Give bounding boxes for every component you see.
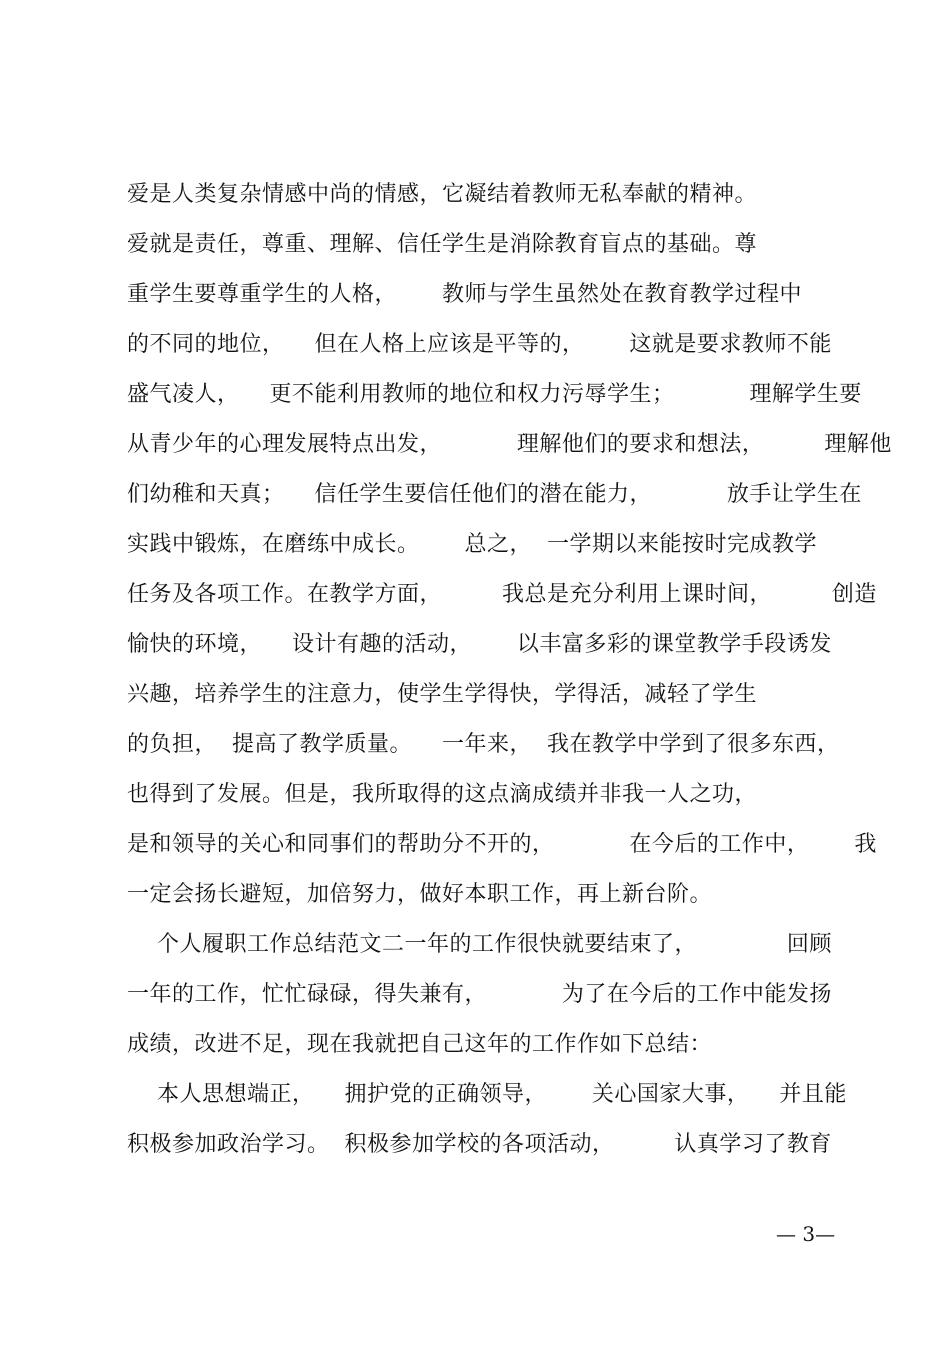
text-line: 个人履职工作总结范文二一年的工作很快就要结束了， 回顾 <box>127 932 832 957</box>
text-line: 的负担， 提高了教学质量。 一年来， 我在教学中学到了很多东西， <box>127 732 840 757</box>
text-line: 也得到了发展。但是，我所取得的这点滴成绩并非我一人之功， <box>127 782 758 807</box>
text-line: 任务及各项工作。在教学方面， 我总是充分利用上课时间， 创造 <box>127 582 877 607</box>
text-line: 愉快的环境， 设计有趣的活动， 以丰富多彩的课堂教学手段诱发 <box>127 632 832 657</box>
text-line: 本人思想端正， 拥护党的正确领导， 关心国家大事， 并且能 <box>127 1082 847 1107</box>
text-line: 积极参加政治学习。 积极参加学校的各项活动， 认真学习了教育 <box>127 1132 832 1157</box>
text-line: 兴趣，培养学生的注意力，使学生学得快，学得活，减轻了学生 <box>127 682 758 707</box>
text-line: 从青少年的心理发展特点出发， 理解他们的要求和想法， 理解他 <box>127 432 892 457</box>
page-number: — 3— <box>776 1222 836 1246</box>
text-line: 一定会扬长避短，加倍努力，做好本职工作，再上新台阶。 <box>127 882 713 907</box>
text-line: 一年的工作，忙忙碌碌，得失兼有， 为了在今后的工作中能发扬 <box>127 982 832 1007</box>
text-line: 盛气凌人， 更不能利用教师的地位和权力污辱学生； 理解学生要 <box>127 382 862 407</box>
text-line: 重学生要尊重学生的人格， 教师与学生虽然处在教育教学过程中 <box>127 282 802 307</box>
text-line: 爱是人类复杂情感中尚的情感，它凝结着教师无私奉献的精神。 <box>127 182 758 207</box>
text-line: 实践中锻炼，在磨练中成长。 总之， 一学期以来能按时完成教学 <box>127 532 817 557</box>
text-line: 成绩，改进不足，现在我就把自己这年的工作作如下总结： <box>127 1032 713 1057</box>
text-line: 爱就是责任，尊重、理解、信任学生是消除教育盲点的基础。尊 <box>127 232 758 257</box>
text-line: 们幼稚和天真； 信任学生要信任他们的潜在能力， 放手让学生在 <box>127 482 862 507</box>
text-line: 的不同的地位， 但在人格上应该是平等的， 这就是要求教师不能 <box>127 332 832 357</box>
text-line: 是和领导的关心和同事们的帮助分不开的， 在今后的工作中， 我 <box>127 832 877 857</box>
